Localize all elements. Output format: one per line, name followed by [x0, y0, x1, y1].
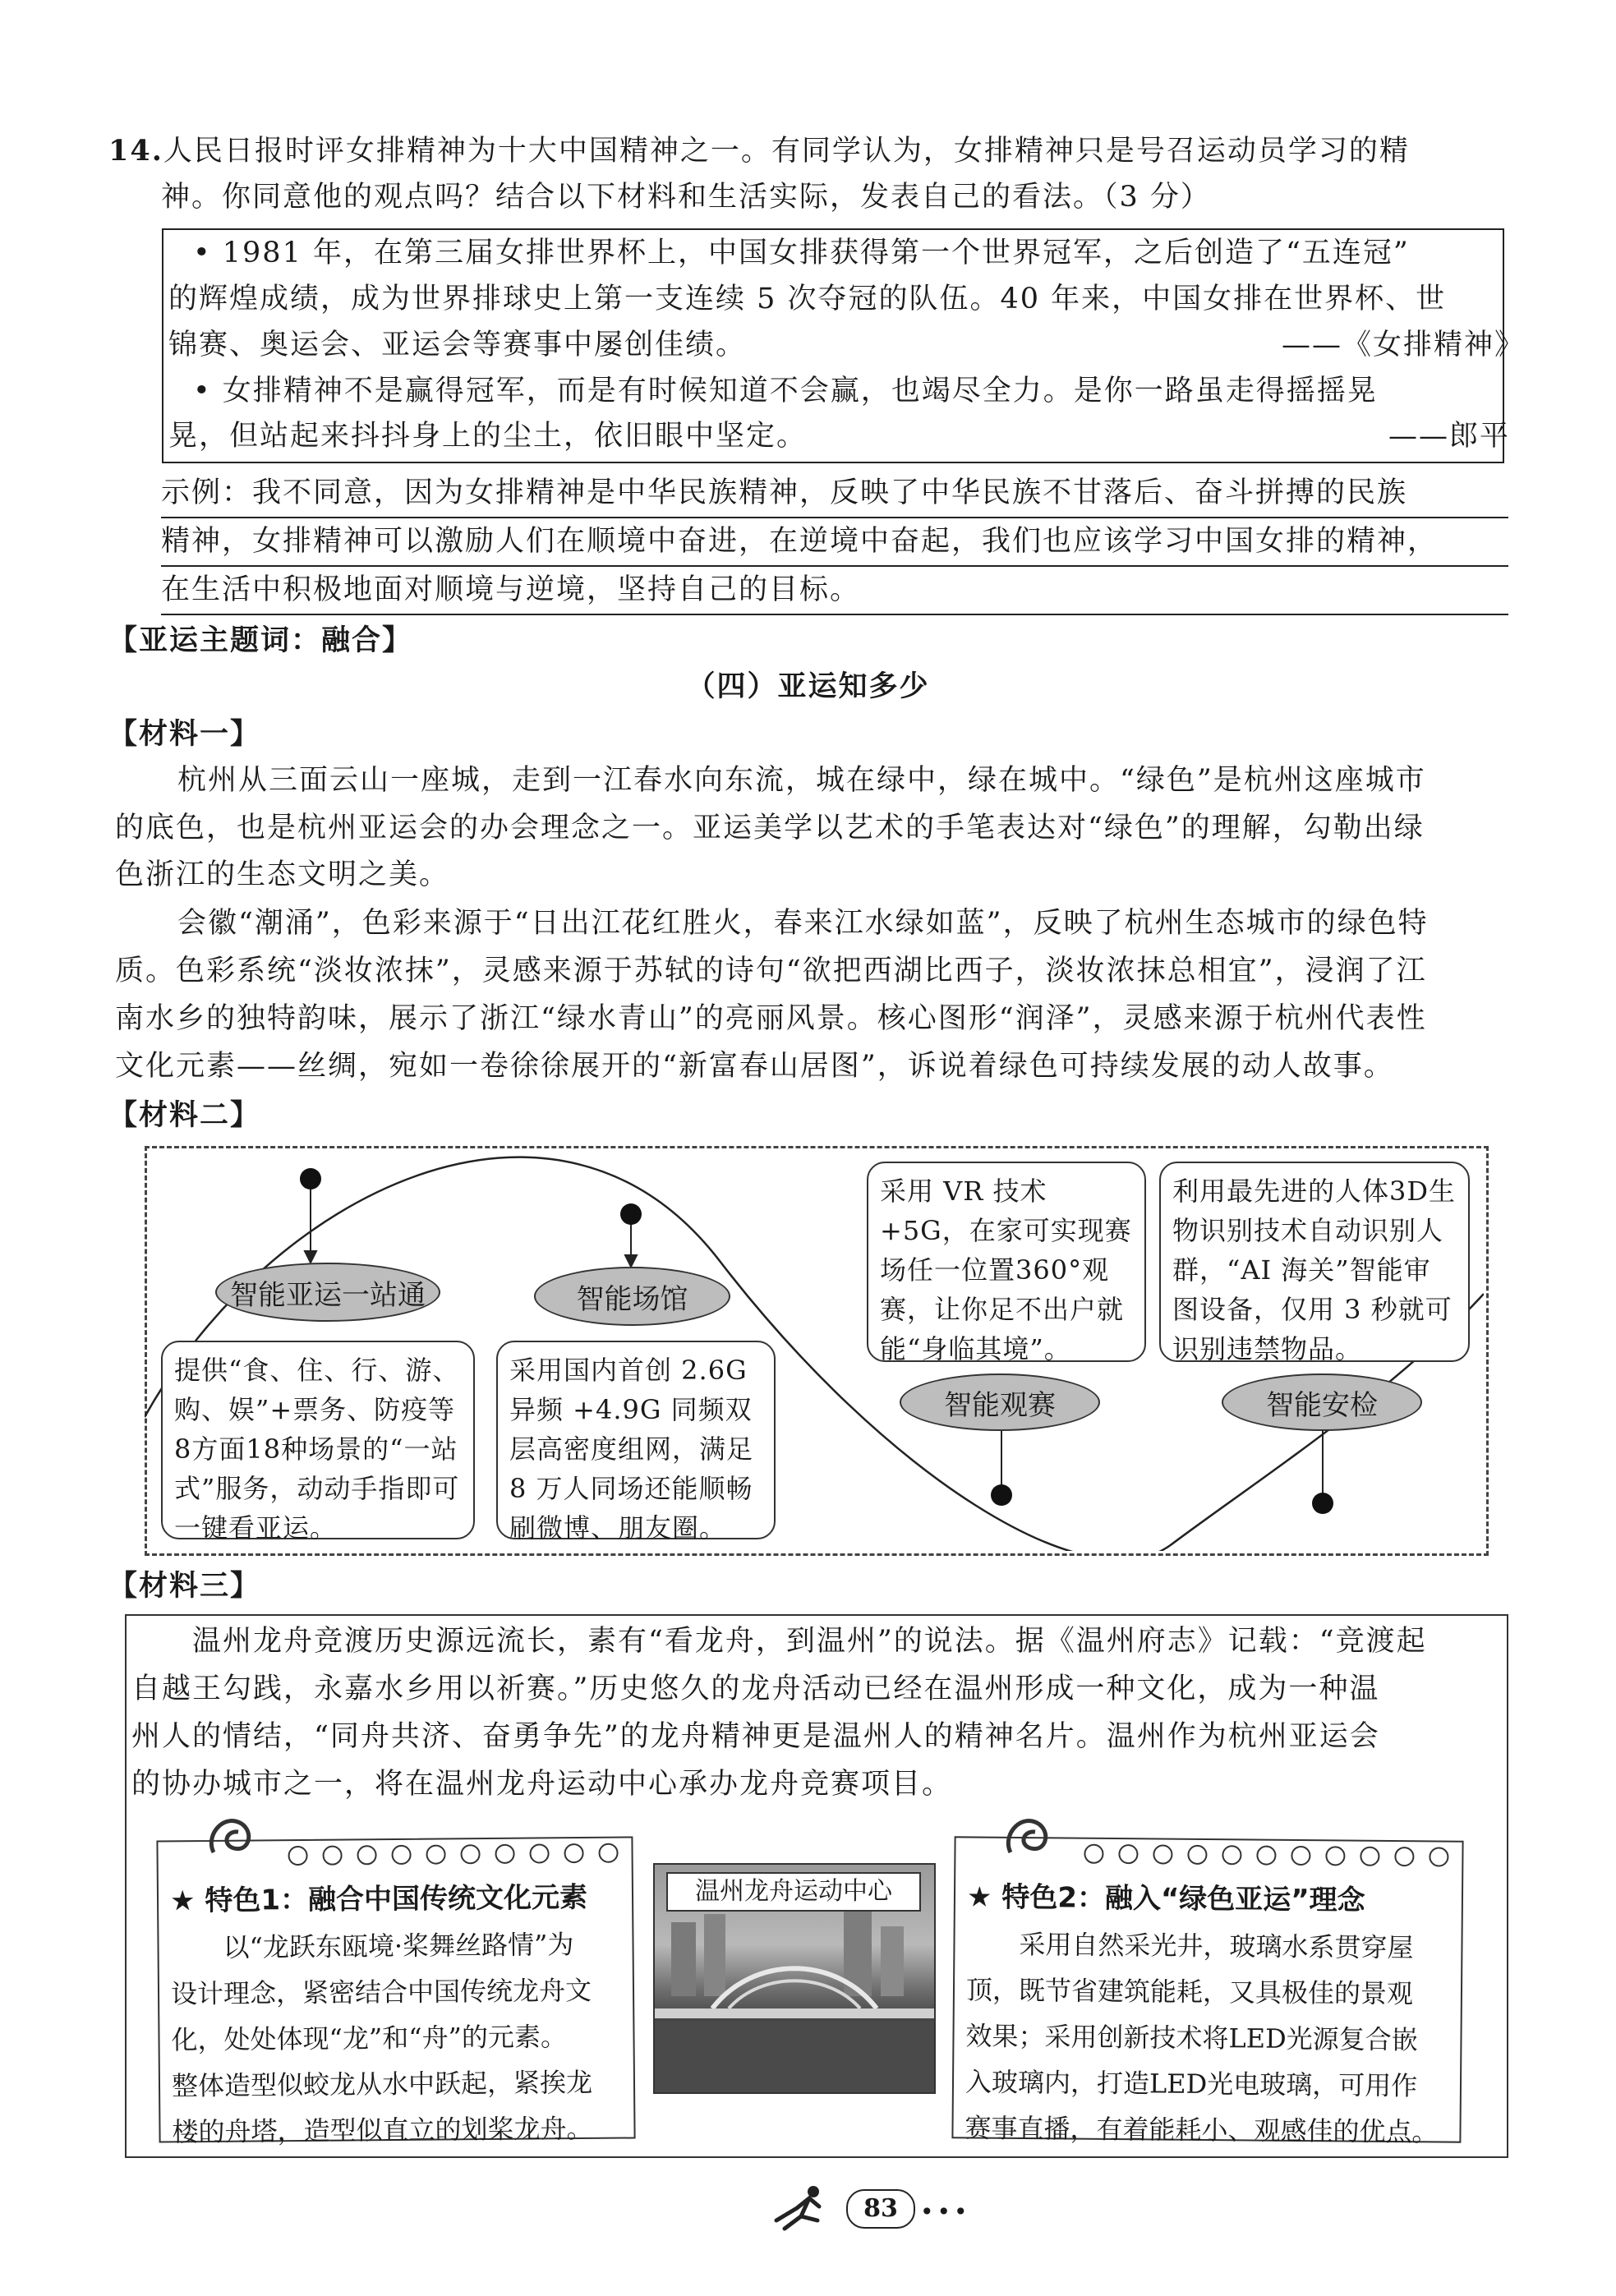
answer-line3: 在生活中积极地面对顺境与逆境，坚持自己的目标。 [161, 567, 1508, 615]
card2-line4: 入玻璃内，打造LED光电玻璃，可用作 [965, 2066, 1418, 2102]
m1-p2-line1: 会徽“潮涌”，色彩来源于“日出江花红胜火，春来江水绿如蓝”，反映了杭州生态城市的绿色特 [177, 907, 1429, 940]
q14-line1: 14.人民日报时评女排精神为十大中国精神之一。有同学认为，女排精神只是号召运动员学习的精 [108, 134, 1410, 168]
feature-card-1 [156, 1836, 635, 2148]
curve-dot-2 [620, 1203, 642, 1225]
box-smart-viewing: 采用 VR 技术 +5G，在家可实现赛场任一位置360°观赛，让你足不出户就能“身临其境”。 [867, 1162, 1146, 1362]
card1-line2: 设计理念，紧密结合中国传统龙舟文 [170, 1974, 592, 2010]
curve-dot-3 [991, 1484, 1012, 1506]
quote1-source: ——《女排精神》 [1282, 329, 1526, 361]
box-smart-security: 利用最先进的人体3D生物识别技术自动识别人群，“AI 海关”智能审图设备，仅用 3 秒就可识别违禁物品。 [1159, 1162, 1470, 1362]
runner-logo-icon [768, 2183, 834, 2233]
section-title: （四）亚运知多少 [686, 670, 930, 703]
material1-label: 【材料一】 [108, 718, 261, 751]
quote1-line2: 的辉煌成绩，成为世界排球史上第一支连续 5 次夺冠的队伍。40 年来，中国女排在世界杯、世 [168, 283, 1447, 315]
card2-line1: 采用自然采光井，玻璃水系贯穿屋 [1019, 1928, 1414, 1964]
box-smart-venue: 采用国内首创 2.6G 异频 +4.9G 同频双层高密度组网，满足 8 万人同场还能顺畅刷微博、朋友圈。 [496, 1341, 776, 1539]
q14-line2: 神。你同意他的观点吗？结合以下材料和生活实际，发表自己的看法。（3 分） [161, 181, 1211, 214]
quote2-source: ——郎平 [1388, 420, 1511, 453]
page-number: 83 [846, 2189, 915, 2229]
card1-title: ★ 特色1：融合中国传统文化元素 [169, 1880, 588, 1918]
box-one-stop: 提供“食、住、行、游、购、娱”+票务、防疫等8方面18种场景的“一站式”服务，动动手指即可一键看亚运。 [161, 1341, 475, 1539]
feature-card-2 [951, 1836, 1463, 2148]
paperclip-icon [205, 1807, 271, 1865]
material2-label: 【材料二】 [108, 1099, 261, 1132]
card2-line5: 赛事直播，有着能耗小、观感佳的优点。 [965, 2112, 1439, 2148]
question-number: 14. [108, 134, 163, 168]
card1-line1: 以“龙跃东瓯境·桨舞丝路情”为 [223, 1929, 574, 1963]
m3-line1: 温州龙舟竞渡历史源远流长，素有“看龙舟，到温州”的说法。据《温州府志》记载：“竞渡起 [192, 1625, 1427, 1658]
pill-one-stop: 智能亚运一站通 [215, 1263, 440, 1322]
theme-heading: 【亚运主题词：融合】 [108, 624, 413, 657]
m3-line2: 自越王勾践，永嘉水乡用以祈赛。”历史悠久的龙舟活动已经在温州形成一种文化，成为一种温 [131, 1673, 1380, 1705]
m3-line4: 的协办城市之一，将在温州龙舟运动中心承办龙舟竞赛项目。 [131, 1768, 953, 1801]
quote1-line1: • 1981 年，在第三届女排世界杯上，中国女排获得第一个世界冠军，之后创造了“五连冠” [193, 237, 1410, 269]
photo-label: 温州龙舟运动中心 [666, 1872, 921, 1912]
m1-p2-line2: 质。色彩系统“淡妆浓抹”，灵感来源于苏轼的诗句“欲把西湖比西子，淡妆浓抹总相宜”，浸润了江 [115, 955, 1427, 987]
card2-line3: 效果；采用创新技术将LED光源复合嵌 [965, 2020, 1418, 2056]
curve-dot-4 [1312, 1493, 1333, 1514]
answer-line1: 示例：我不同意，因为女排精神是中华民族精神，反映了中华民族不甘落后、奋斗拼搏的民族 [161, 470, 1508, 518]
pill-smart-security: 智能安检 [1222, 1373, 1422, 1431]
m1-p2-line4: 文化元素——丝绸，宛如一卷徐徐展开的“新富春山居图”，诉说着绿色可持续发展的动人故事。 [115, 1050, 1394, 1083]
m1-p1-line3: 色浙江的生态文明之美。 [115, 858, 450, 891]
curve-dot-1 [300, 1168, 321, 1189]
card1-line4: 整体造型似蛟龙从水中跃起，紧挨龙 [171, 2066, 593, 2102]
answer-line2: 精神，女排精神可以激励人们在顺境中奋进，在逆境中奋起，我们也应该学习中国女排的精神， [161, 518, 1508, 567]
m1-p1-line1: 杭州从三面云山一座城，走到一江春水向东流，城在绿中，绿在城中。“绿色”是杭州这座城市 [177, 764, 1426, 797]
card1-line3: 化，处处体现“龙”和“舟”的元素。 [171, 2021, 568, 2056]
dots-decoration: ••• [920, 2198, 971, 2225]
card2-line2: 顶，既节省建筑能耗，又具极佳的景观 [965, 1974, 1414, 2010]
m1-p1-line2: 的底色，也是杭州亚运会的办会理念之一。亚运美学以艺术的手笔表达对“绿色”的理解，勾勒出绿 [115, 812, 1425, 844]
m1-p2-line3: 南水乡的独特韵味，展示了浙江“绿水青山”的亮丽风景。核心图形“润泽”，灵感来源于杭州代表性 [115, 1002, 1427, 1035]
quote1-line3: 锦赛、奥运会、亚运会等赛事中屡创佳绩。 [168, 329, 747, 361]
quote2-line2: 晃，但站起来抖抖身上的尘土，依旧眼中坚定。 [168, 420, 808, 453]
card2-title: ★ 特色2：融入“绿色亚运”理念 [966, 1880, 1365, 1917]
pill-smart-viewing: 智能观赛 [900, 1373, 1100, 1431]
paperclip-icon [1002, 1807, 1068, 1865]
card1-line5: 楼的舟塔，造型似直立的划桨龙舟。 [172, 2112, 593, 2148]
material3-label: 【材料三】 [108, 1570, 261, 1603]
quote2-line1: • 女排精神不是赢得冠军，而是有时候知道不会赢，也竭尽全力。是你一路虽走得摇摇晃 [193, 375, 1378, 407]
m3-line3: 州人的情结，“同舟共济、奋勇争先”的龙舟精神更是温州人的精神名片。温州作为杭州亚运会 [131, 1720, 1380, 1753]
pill-smart-venue: 智能场馆 [534, 1267, 730, 1326]
